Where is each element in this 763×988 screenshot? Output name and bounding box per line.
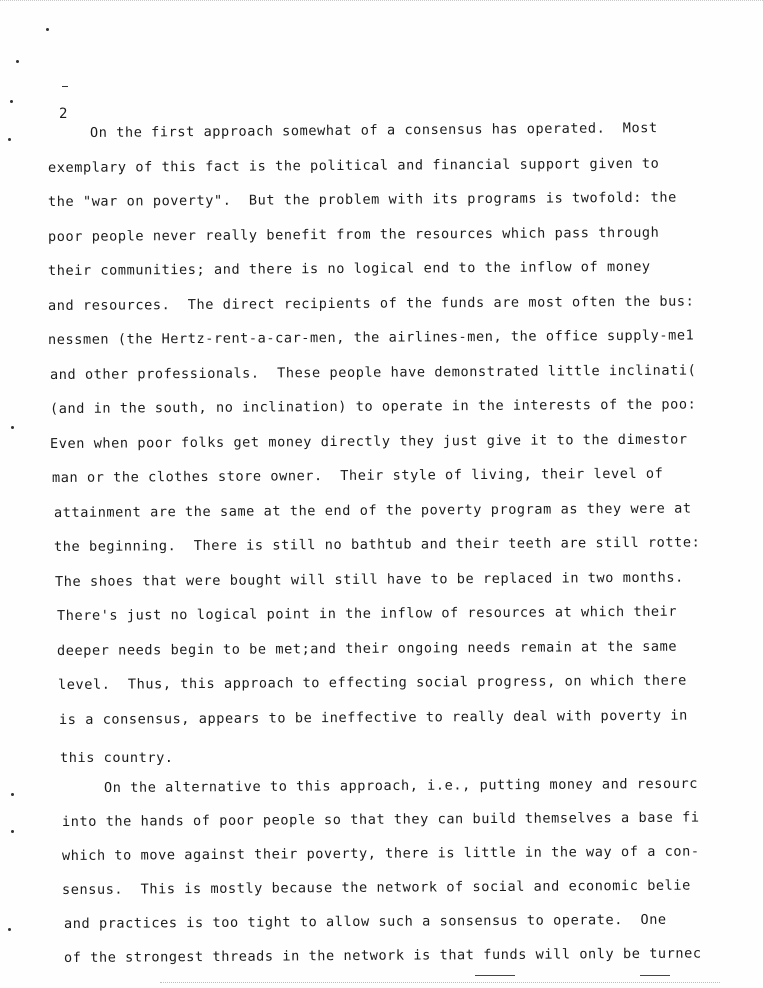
text-line: On the alternative to this approach, i.e., putting money and resourc (103, 775, 698, 796)
text-line: level. Thus, this approach to effecting social progress, on which there (57, 672, 687, 693)
text-line: the beginning. There is still no bathtub and their teeth are still rotte: (53, 534, 701, 555)
text-line: There's just no logical point in the inflow of resources at which their (56, 603, 678, 624)
text-line: sensus. This is mostly because the network of social and economic belie (61, 877, 691, 898)
scan-speck (11, 830, 14, 833)
scan-speck (16, 60, 19, 63)
scan-speck (8, 138, 11, 141)
text-line: which to move against their poverty, there is little in the way of a con- (61, 843, 700, 864)
text-line: attainment are the same at the end of the poverty program as they were at (53, 500, 692, 521)
scan-speck (46, 28, 49, 31)
scan-speck (11, 426, 14, 429)
text-line: is a consensus, appears to be ineffective to really deal with poverty in (58, 707, 688, 728)
text-line: and practices is too tight to allow such a sonsensus to operate. One (63, 911, 667, 932)
text-line: The shoes that were bought will still have to be replaced in two months. (54, 569, 684, 590)
text-line: and resources. The direct recipients of the funds are most often the bus: (47, 293, 695, 314)
text-line: nessmen (the Hertz-rent-a-car-men, the airlines-men, the office supply-me1 (47, 327, 695, 348)
page-bottom-edge (160, 982, 720, 983)
text-line: Even when poor folks get money directly they just give it to the dimestor (49, 431, 688, 452)
text-line: On the first approach somewhat of a consensus has operated. Most (89, 120, 658, 141)
footer-mark (640, 975, 670, 976)
scan-speck (8, 928, 11, 931)
footer-mark (475, 975, 515, 976)
text-line: man or the clothes store owner. Their style of living, their level of (51, 465, 664, 486)
text-line: and other professionals. These people have demonstrated little inclinati( (49, 362, 697, 383)
text-line: into the hands of poor people so that they can build themselves a base fi (61, 809, 700, 830)
scan-speck (62, 86, 68, 87)
scan-speck (11, 793, 14, 796)
text-line: deeper needs begin to be met;and their ongoing needs remain at the same (56, 638, 678, 659)
page-top-edge (0, 0, 763, 1)
text-line: the "war on poverty". But the problem with its programs is twofold: the (47, 189, 677, 210)
text-line: exemplary of this fact is the political and financial support given to (47, 155, 660, 176)
page-number: 2 (59, 106, 68, 122)
text-line: this country. (60, 750, 174, 766)
text-line: poor people never really benefit from the resources which pass through (47, 224, 660, 245)
text-line: of the strongest threads in the network is that funds will only be turnec (63, 945, 702, 966)
scan-speck (10, 100, 13, 103)
text-line: (and in the south, no inclination) to operate in the interests of the poo: (49, 396, 697, 417)
text-line: their communities; and there is no logical end to the inflow of money (47, 258, 651, 279)
